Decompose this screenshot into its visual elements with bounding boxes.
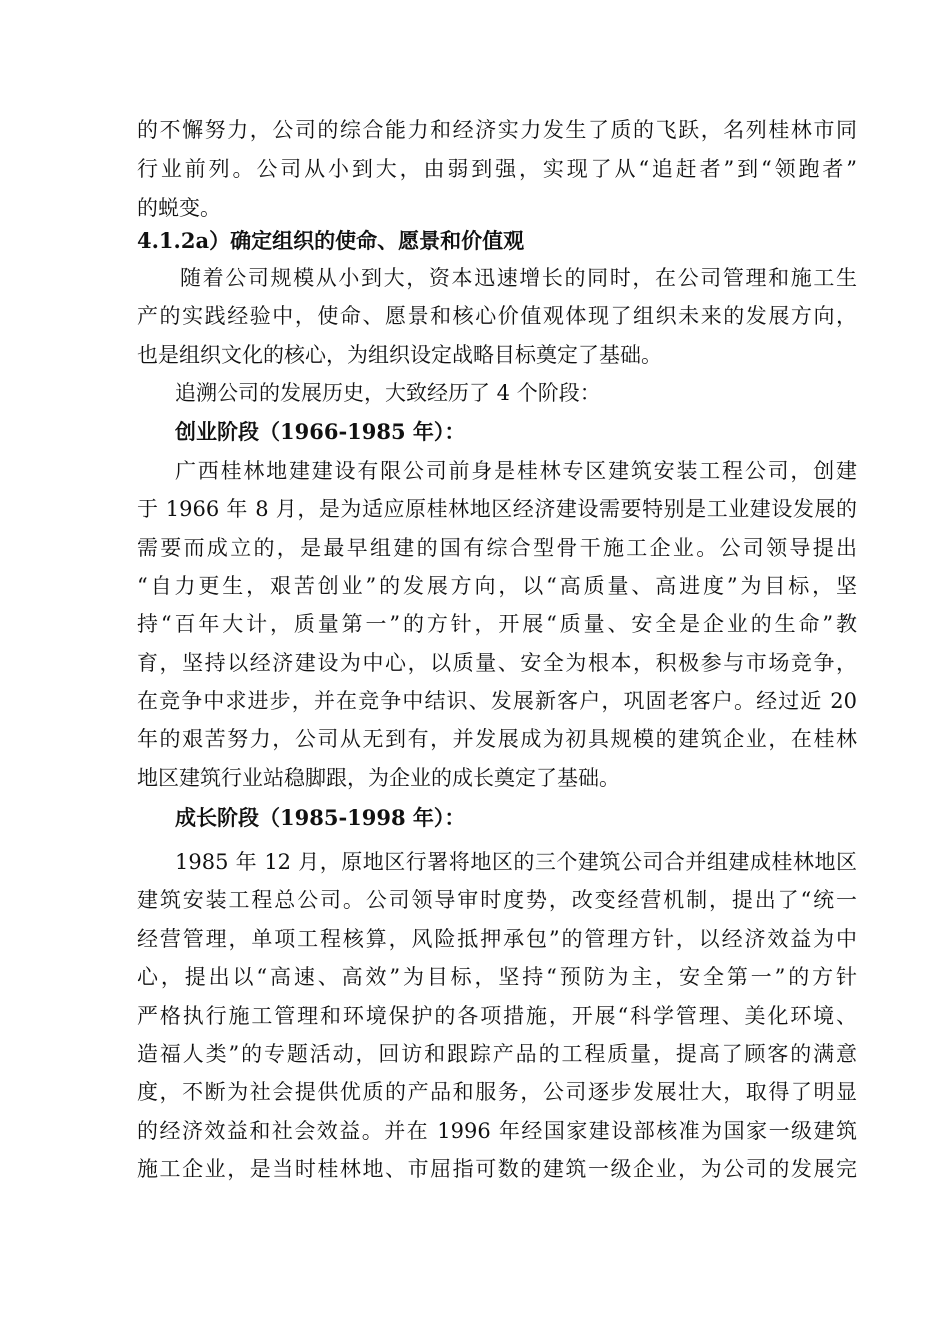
body-text-line: 于 1966 年 8 月，是为适应原桂林地区经济建设需要特别是工业建设发展的 — [137, 497, 857, 521]
body-text-line: 追溯公司的发展历史，大致经历了 4 个阶段： — [175, 381, 601, 405]
body-text-line: 心，提出以“高速、高效”为目标，坚持“预防为主，安全第一”的方针 — [137, 965, 857, 989]
body-text-line: 随着公司规模从小到大，资本迅速增长的同时，在公司管理和施工生 — [180, 266, 857, 290]
body-text-line: 也是组织文化的核心，为组织设定战略目标奠定了基础。 — [137, 343, 662, 367]
body-text-line: 在竞争中求进步，并在竞争中结识、发展新客户，巩固老客户。经过近 20 — [137, 689, 857, 713]
body-text-line: 的蜕变。 — [137, 196, 221, 220]
body-text-line: 地区建筑行业站稳脚跟，为企业的成长奠定了基础。 — [137, 766, 620, 790]
body-text-line: 的经济效益和社会效益。并在 1996 年经国家建设部核准为国家一级建筑 — [137, 1119, 857, 1143]
body-text-line: 经营管理，单项工程核算，风险抵押承包”的管理方针，以经济效益为中 — [137, 927, 857, 951]
body-text-line: 产的实践经验中，使命、愿景和核心价值观体现了组织未来的发展方向， — [137, 304, 857, 328]
body-text-line: 年的艰苦努力，公司从无到有，并发展成为初具规模的建筑企业，在桂林 — [137, 727, 857, 751]
body-text-line: 行业前列。公司从小到大，由弱到强，实现了从“追赶者”到“领跑者” — [137, 157, 857, 181]
body-text-line: 持“百年大计，质量第一”的方针，开展“质量、安全是企业的生命”教 — [137, 612, 857, 636]
body-text-line: 1985 年 12 月，原地区行署将地区的三个建筑公司合并组建成桂林地区 — [175, 850, 857, 874]
body-text-line: 施工企业，是当时桂林地、市屈指可数的建筑一级企业，为公司的发展完 — [137, 1157, 857, 1181]
body-text-line: 的不懈努力，公司的综合能力和经济实力发生了质的飞跃，名列桂林市同 — [137, 118, 857, 142]
body-text-line: 需要而成立的，是最早组建的国有综合型骨干施工企业。公司领导提出 — [137, 536, 857, 560]
body-text-line: 广西桂林地建建设有限公司前身是桂林专区建筑安装工程公司，创建 — [175, 459, 857, 483]
body-text-line: “自力更生，艰苦创业”的发展方向，以“高质量、高进度”为目标，坚 — [137, 574, 857, 598]
body-text-line: 育，坚持以经济建设为中心，以质量、安全为根本，积极参与市场竞争， — [137, 651, 857, 675]
body-text-line: 度，不断为社会提供优质的产品和服务，公司逐步发展壮大，取得了明显 — [137, 1080, 857, 1104]
section-heading: 4.1.2a）确定组织的使命、愿景和价值观 — [137, 228, 525, 253]
body-text-line: 造福人类”的专题活动，回访和跟踪产品的工程质量，提高了顾客的满意 — [137, 1042, 857, 1066]
body-text-line: 建筑安装工程总公司。公司领导审时度势，改变经营机制，提出了“统一 — [137, 888, 857, 912]
stage-heading: 创业阶段（1966-1985 年）： — [175, 419, 466, 444]
stage-heading: 成长阶段（1985-1998 年）： — [175, 805, 466, 830]
body-text-line: 严格执行施工管理和环境保护的各项措施，开展“科学管理、美化环境、 — [137, 1004, 857, 1028]
